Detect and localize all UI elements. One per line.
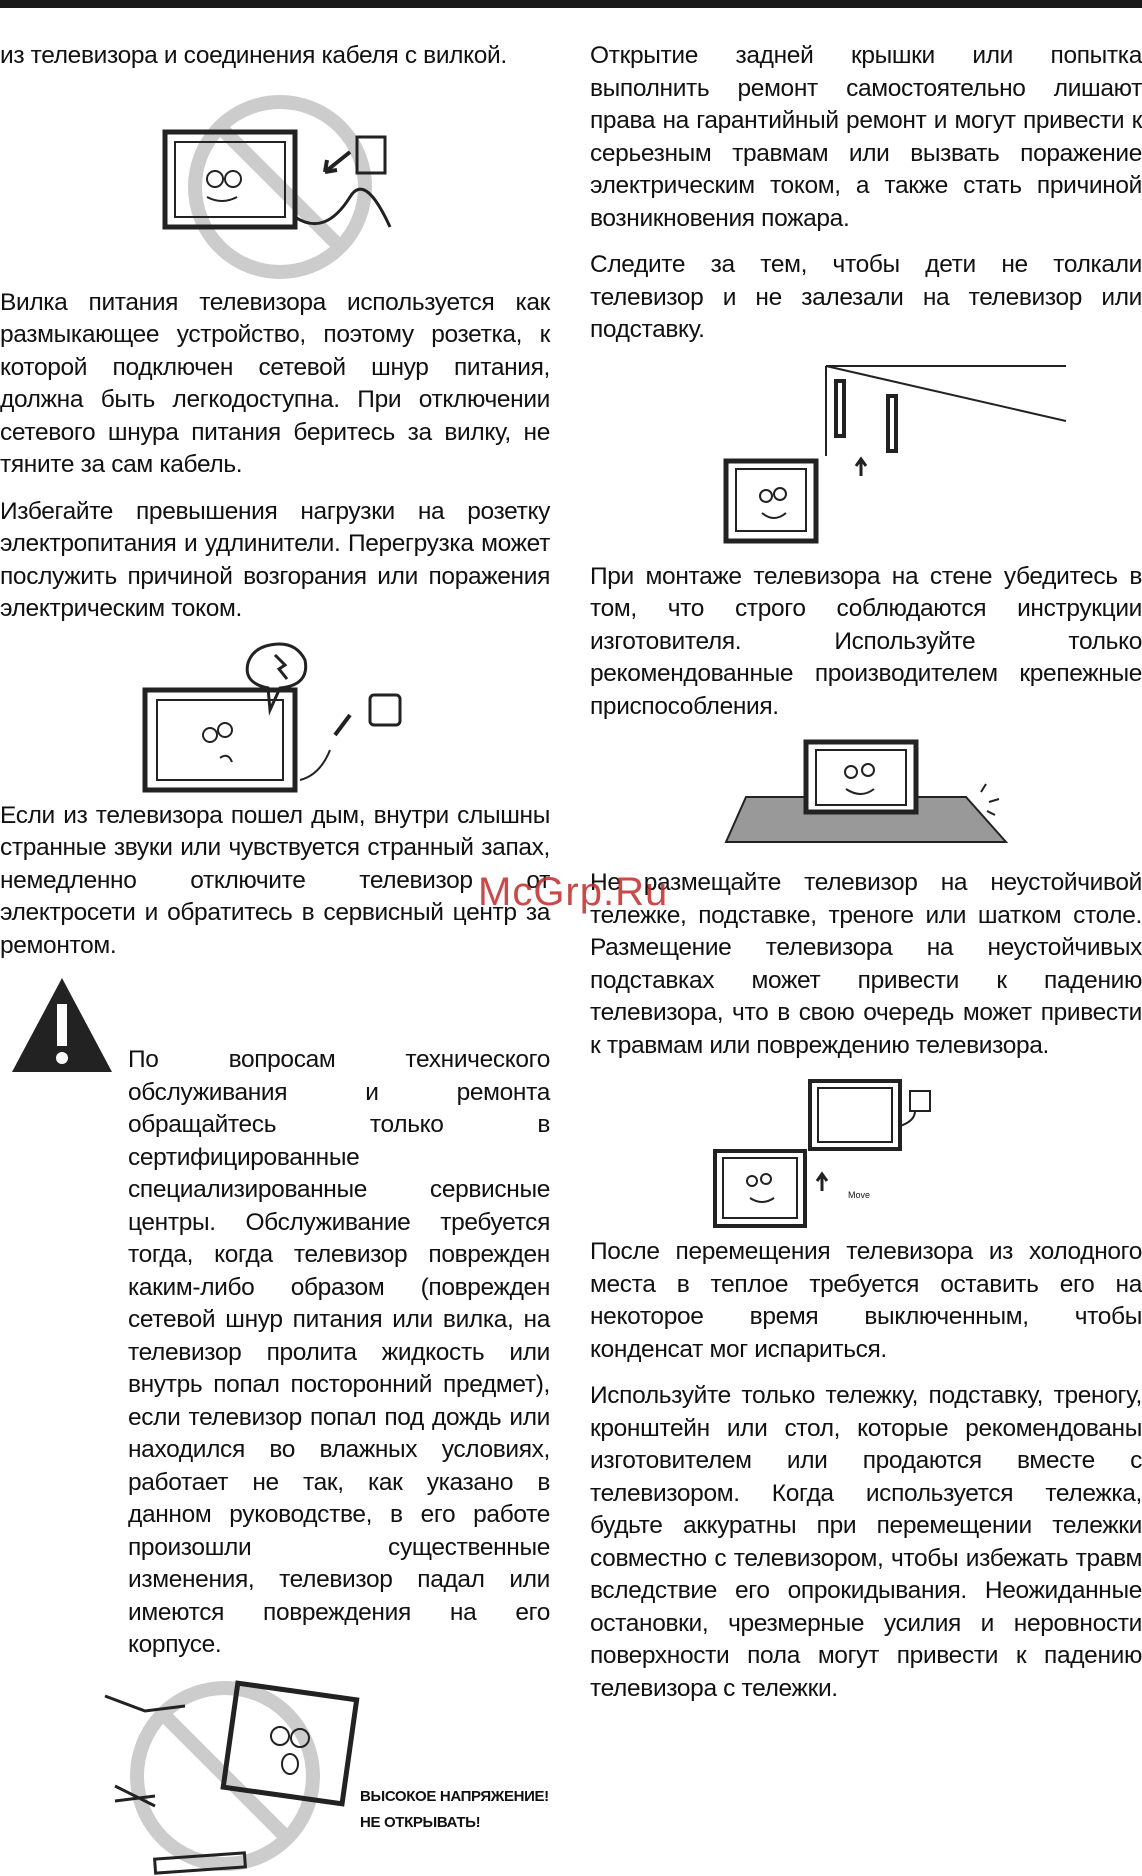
unstable-stand-illustration <box>706 737 1026 867</box>
high-voltage-figure <box>0 1676 550 1876</box>
high-voltage-caption <box>360 1784 549 1836</box>
move-tv-illustration <box>710 1076 940 1236</box>
right-column <box>590 40 1142 1719</box>
left-column <box>0 40 550 1876</box>
paragraph-unstable: Не размещайте телевизор на неустойчивой тележке, подставке, треноге или шатком столе. Размещение телевизора на неустойчивых подставках может привести к падению телевизора, что в свою очередь может привести к травмам или повреждению телевизора. <box>590 869 1142 1059</box>
caption-do-not-open: НЕ ОТКРЫВАТЬ! <box>360 1813 481 1831</box>
caption-high-voltage: ВЫСОКОЕ НАПРЯЖЕНИЕ! <box>360 1787 549 1805</box>
paragraph-children: Следите за тем, чтобы дети не толкали телевизор и не залезали на телевизор или подставку. <box>590 251 1142 343</box>
watermark: McGrp.Ru <box>478 870 669 914</box>
paragraph-service: По вопросам технического обслуживания и ремонта обращайтесь только в сертифицированные специализированные сервисные центры. Обслуживание требуется тогда, когда телевизор поврежден каким-либо образом (поврежден сетевой шнур питания или вилка, на телевизор пролита жидкость или внутрь попал посторонний предмет), если телевизор попал под дождь или находился во влажных условиях, работает не так, как указано в данном руководстве, в его работе произошли существенные изменения, телевизор падал или имеются повреждения на его корпусе. <box>128 1046 550 1658</box>
do-not-open-illustration <box>95 1676 395 1876</box>
paragraph-back-cover: Открытие задней крышки или попытка выполнить ремонт самостоятельно лишают права на гарантийный ремонт и могут привести к серьезным травмам или вызвать поражение электрическим током, а также стать причиной возникновения пожара. <box>590 42 1142 232</box>
overload-outlet-illustration <box>125 640 425 800</box>
wall-mount-illustration <box>666 361 1066 561</box>
paragraph-overload: Избегайте превышения нагрузки на розетку электропитания и удлинители. Перегрузка может послужить причиной возгорания или поражения электрическим током. <box>0 497 550 622</box>
warning-block <box>0 976 550 1662</box>
paragraph-cable: из телевизора и соединения кабеля с вилкой. <box>0 42 507 69</box>
warning-triangle-icon <box>8 976 116 1076</box>
paragraph-condensation: После перемещения телевизора из холодного места в теплое требуется оставить его на некоторое время выключенным, чтобы конденсат мог испариться. <box>590 1238 1142 1363</box>
paragraph-smoke: Если из телевизора пошел дым, внутри слышны странные звуки или чувствуется странный запах, немедленно отключите телевизор от электросети и обратитесь в сервисный центр за ремонтом. <box>0 801 550 959</box>
move-figure <box>590 1076 1142 1236</box>
top-rule <box>0 0 1142 8</box>
unplug-by-cord-prohibited-illustration <box>145 87 405 287</box>
paragraph-wall-mount: При монтаже телевизора на стене убедитесь в том, что строго соблюдаются инструкции изготовителя. Используйте только рекомендованные производителем крепежные приспособления. <box>590 562 1142 720</box>
paragraph-cart: Используйте только тележку, подставку, треногу, кронштейн или стол, которые рекомендованы изготовителем или продаются вместе с телевизором. Когда используется тележка, будьте аккуратны при перемещении тележки совместно с телевизором, чтобы избежать травм вследствие его опрокидывания. Неожиданные остановки, чрезмерные усилия и неровности поверхности пола могут привести к падению телевизора с тележки. <box>590 1382 1142 1702</box>
paragraph-plug: Вилка питания телевизора используется как размыкающее устройство, поэтому розетка, к которой подключен сетевой шнур питания, должна быть легкодоступна. При отключении сетевого шнура питания беритесь за вилку, не тяните за сам кабель. <box>0 288 550 478</box>
move-label: Move <box>848 1190 871 1200</box>
